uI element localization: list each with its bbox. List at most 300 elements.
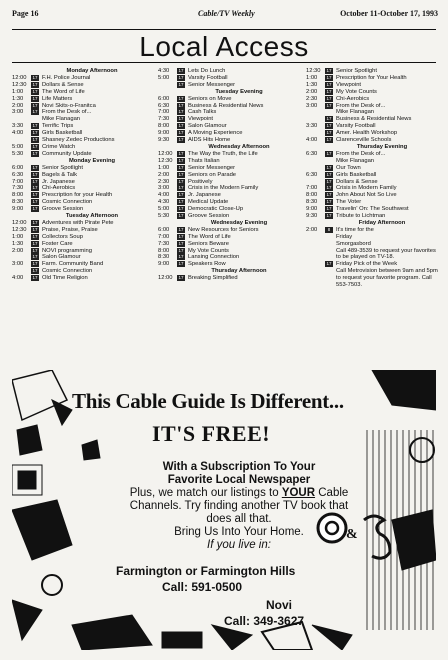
listings — [12, 68, 438, 368]
listing-program: Bagels & Talk — [42, 171, 78, 178]
listing-row — [306, 137, 438, 144]
listing-row — [158, 68, 300, 75]
listing-program: Girls Basketball — [336, 171, 377, 178]
listing-time: 9:30 — [306, 213, 318, 220]
listing-row — [12, 241, 152, 248]
listing-program: Lansing Connection — [188, 254, 240, 261]
listing-program: From the Desk of... — [42, 109, 92, 116]
listing-row — [306, 68, 438, 75]
channel-badge: 17 — [32, 123, 38, 129]
listing-info: Call 489-3539 to request your favorites to be played on TV-18. — [336, 247, 436, 261]
channel-badge: 17 — [32, 164, 38, 170]
listing-program: Crime Watch — [42, 143, 76, 150]
listing-time — [306, 116, 325, 123]
listing-time: 3:00 — [12, 109, 24, 116]
listing-time: 6:30 — [306, 150, 318, 157]
listing-time: 7:00 — [306, 185, 318, 192]
channel-badge: 17 — [32, 95, 38, 101]
listing-time: 6:30 — [12, 171, 24, 178]
listing-program: Democratic Close-Up — [188, 206, 244, 213]
channel-badge: 17 — [178, 226, 184, 232]
channel-badge: 17 — [178, 123, 184, 129]
channel-badge: 17 — [32, 247, 38, 253]
listing-row — [158, 248, 300, 255]
listing-program: Foster Care — [42, 240, 73, 247]
ad-text: Cable — [315, 487, 349, 499]
listing-time: 8:00 — [306, 192, 318, 199]
listing-program: Dollars & Sense — [336, 178, 378, 185]
ad-body-line-6: Bring Us Into Your Home. — [174, 526, 304, 538]
advertisement — [12, 370, 436, 650]
listing-program: The Voter — [336, 199, 362, 206]
listing-program: Adventures with Pirate Pete — [42, 219, 114, 226]
listing-program: Salon Glamour — [42, 254, 81, 261]
channel-badge: 17 — [178, 102, 184, 108]
listing-program: Life Matters — [42, 95, 73, 102]
ad-body-line-5: does all that. — [206, 513, 272, 525]
channel-badge: 17 — [178, 130, 184, 136]
listing-time: 5:00 — [12, 143, 24, 150]
listing-time: 1:30 — [12, 95, 24, 102]
listing-time — [12, 254, 31, 261]
listing-time: 9:00 — [158, 130, 170, 137]
channel-badge: 17 — [326, 81, 332, 87]
listing-time: 12:00 — [158, 150, 173, 157]
listing-time: 8:30 — [12, 199, 24, 206]
channel-badge: 17 — [178, 157, 184, 163]
listing-note: Smorgasbord — [336, 240, 371, 247]
listing-row — [158, 199, 300, 206]
channel-badge: 17 — [32, 240, 38, 246]
section-title-box — [12, 29, 436, 63]
listing-program: Dollars & Sense — [42, 81, 84, 88]
channel-badge: 17 — [178, 213, 184, 219]
listing-time: 5:30 — [12, 150, 24, 157]
channel-badge: 17 — [178, 109, 184, 115]
listing-time: 12:30 — [12, 81, 27, 88]
channel-badge: 17 — [178, 240, 184, 246]
listing-program: Prescription for Your Health — [336, 74, 407, 81]
channel-badge: 17 — [32, 137, 38, 143]
listing-time: 2:00 — [306, 88, 318, 95]
listing-time: 9:00 — [12, 206, 24, 213]
listing-time: 6:00 — [12, 164, 24, 171]
channel-badge: 17 — [32, 268, 38, 274]
ad-headline: This Cable Guide Is Different... — [72, 389, 344, 413]
listing-time: 1:00 — [12, 233, 24, 240]
channel-badge: 17 — [178, 95, 184, 101]
listing-row — [158, 96, 300, 103]
listing-program: It's time for the — [336, 226, 374, 233]
listing-program: Business & Residential News — [336, 116, 412, 123]
listing-time: 6:00 — [158, 95, 170, 102]
listing-program: Cash Talks — [188, 109, 217, 116]
ad-body — [114, 461, 364, 552]
listing-program: Seniors on Parade — [188, 171, 237, 178]
listing-time: 2:00 — [306, 226, 318, 233]
listing-time: 6:00 — [158, 226, 170, 233]
svg-text:&: & — [346, 527, 358, 542]
channel-badge: 17 — [32, 178, 38, 184]
listing-program: Amer. Health Workshop — [336, 130, 398, 137]
listing-row — [158, 130, 300, 137]
channel-badge: 17 — [32, 150, 38, 156]
listing-program: Seniors Beware — [188, 240, 229, 247]
channel-badge: 17 — [32, 206, 38, 212]
listing-row — [306, 192, 438, 199]
listing-program: Cosmic Connection — [42, 268, 93, 275]
listing-row — [12, 268, 152, 275]
ad-body-line-4: Channels. Try finding another TV book that — [129, 500, 349, 512]
listing-program: Speakers Row — [188, 261, 226, 268]
channel-badge: 17 — [326, 185, 332, 191]
listing-row — [158, 179, 300, 186]
listing-program: Viewpoint — [336, 81, 362, 88]
listing-row — [306, 172, 438, 179]
listing-row — [158, 185, 300, 192]
listing-row — [12, 82, 152, 89]
channel-badge: 17 — [178, 116, 184, 122]
listing-time: 7:30 — [158, 116, 170, 123]
listing-time: 1:00 — [158, 164, 170, 171]
channel-badge: 17 — [326, 150, 332, 156]
listing-row — [306, 165, 438, 172]
listing-time: 7:30 — [12, 185, 24, 192]
listing-time: 5:00 — [158, 74, 170, 81]
channel-badge: 17 — [326, 178, 332, 184]
listing-row — [158, 261, 300, 268]
channel-badge: 17 — [326, 206, 332, 212]
listing-program: Senior Spotlight — [42, 164, 83, 171]
listing-row — [12, 220, 152, 227]
listing-row — [12, 103, 152, 110]
listing-program: Senior Messenger — [188, 164, 236, 171]
listing-program: Medical Update — [188, 199, 229, 206]
listing-row — [12, 234, 152, 241]
listing-row — [12, 199, 152, 206]
listing-row — [12, 130, 152, 137]
listing-row — [158, 82, 300, 89]
section-title: Local Access — [139, 31, 309, 62]
channel-badge: 17 — [178, 185, 184, 191]
listing-time: 4:00 — [306, 137, 318, 144]
listing-note: Mike Flanagan — [336, 157, 375, 164]
channel-badge: 17 — [326, 164, 332, 170]
channel-badge: 17 — [32, 185, 38, 191]
ad-body-line-1: With a Subscription To Your — [162, 461, 316, 473]
listing-program: My Vote Counts — [336, 88, 377, 95]
channel-badge: 17 — [32, 143, 38, 149]
listing-time: 2:00 — [158, 171, 170, 178]
listing-program: Positively — [188, 178, 213, 185]
listing-program: Novi Skits-o-Franitca — [42, 102, 96, 109]
listing-time — [306, 261, 325, 268]
channel-badge: 17 — [326, 102, 332, 108]
listing-program: Farm. Community Band — [42, 261, 104, 268]
listing-row — [306, 96, 438, 103]
channel-badge: 17 — [326, 68, 332, 73]
listing-time — [12, 137, 31, 144]
channel-badge: 17 — [178, 137, 184, 143]
listing-time: 3:00 — [12, 261, 24, 268]
listing-row — [158, 165, 300, 172]
listing-time — [306, 165, 325, 172]
channel-badge: 17 — [178, 275, 184, 281]
listing-row — [306, 213, 438, 220]
listing-time: 1:00 — [12, 88, 24, 95]
listing-row — [306, 123, 438, 130]
listing-time: 12:30 — [306, 68, 321, 74]
listing-time: 3:00 — [306, 102, 318, 109]
listing-program: Jr. Japanese — [188, 192, 221, 199]
listing-program: Crisis in the Modern Family — [188, 185, 259, 192]
listing-program: My Vote Counts — [188, 247, 229, 254]
channel-badge: 17 — [178, 68, 184, 73]
listing-program: Varsity Football — [336, 123, 376, 130]
listing-time: 3:30 — [12, 123, 24, 130]
listing-program: Breaking Simplified — [188, 275, 238, 282]
channel-badge: 17 — [178, 192, 184, 198]
listing-row — [12, 192, 152, 199]
channel-badge: 17 — [326, 192, 332, 198]
channel-badge: 17 — [326, 123, 332, 129]
listing-time: 2:30 — [306, 95, 318, 102]
listing-time: 12:00 — [12, 219, 27, 226]
channel-badge: 17 — [32, 171, 38, 177]
channel-badge: 17 — [326, 130, 332, 136]
listing-row — [12, 137, 152, 144]
listing-row — [306, 179, 438, 186]
ad-text: Plus, we match our listings to — [129, 487, 282, 499]
listing-time: 9:00 — [158, 261, 170, 268]
listing-time: 2:00 — [12, 102, 24, 109]
channel-badge: 17 — [178, 164, 184, 170]
channel-badge: 17 — [326, 116, 332, 122]
listing-program: Clarenceville Schools — [336, 137, 392, 144]
listing-program: Our Town — [336, 164, 361, 171]
listing-program: Cosmic Connection — [42, 199, 93, 206]
listing-time: 1:30 — [306, 81, 318, 88]
listing-program: From the Desk of... — [336, 150, 386, 157]
day-heading: Friday Afternoon — [358, 219, 406, 226]
channel-badge: 17 — [178, 199, 184, 205]
listing-program: Groove Session — [188, 213, 230, 220]
day-heading: Tuesday Afternoon — [65, 213, 119, 220]
listing-program: From the Desk of... — [336, 102, 386, 109]
listing-row — [12, 206, 152, 213]
listing-row — [12, 185, 152, 192]
listing-program: Varsity Football — [188, 74, 228, 81]
listing-program: Prescription for your Health — [42, 192, 113, 199]
listing-program: F.H. Police Journal — [42, 74, 91, 81]
listing-row — [306, 227, 438, 234]
channel-badge: 17 — [178, 150, 184, 156]
listing-time: 3:30 — [306, 123, 318, 130]
listing-time: 8:00 — [158, 247, 170, 254]
listing-row — [158, 75, 300, 82]
listing-column-3 — [306, 68, 438, 289]
listing-row — [158, 103, 300, 110]
listing-time: 6:30 — [306, 171, 318, 178]
day-heading: Thursday Afternoon — [211, 268, 267, 275]
listing-time: 8:30 — [306, 199, 318, 206]
listing-row — [12, 144, 152, 151]
channel-badge: 8 — [325, 227, 333, 233]
channel-badge: 17 — [178, 254, 184, 260]
listing-row — [12, 165, 152, 172]
listing-row — [12, 75, 152, 82]
listing-row — [12, 179, 152, 186]
listing-program: NOVI programming — [42, 247, 92, 254]
listing-row — [158, 109, 300, 116]
listing-row — [306, 199, 438, 206]
listing-time — [12, 268, 31, 275]
listing-program: Thats Italian — [188, 157, 220, 164]
channel-badge: 17 — [32, 102, 38, 108]
channel-badge: 17 — [32, 109, 38, 115]
listing-program: Groove Session — [42, 206, 84, 213]
listing-program: Shasney Zedec Productions — [42, 137, 115, 144]
channel-badge: 17 — [178, 81, 184, 87]
listing-row — [158, 213, 300, 220]
listing-row — [158, 206, 300, 213]
channel-badge: 17 — [178, 247, 184, 253]
listing-program: Terrific Trips — [42, 123, 74, 130]
listing-time: 2:00 — [12, 247, 24, 254]
listing-time: 4:00 — [12, 275, 24, 282]
channel-badge: 17 — [178, 261, 184, 267]
listing-row — [158, 234, 300, 241]
listing-time: 8:00 — [12, 192, 24, 199]
listing-row — [306, 206, 438, 213]
listing-column-1 — [12, 68, 152, 282]
listing-program: Crisis in Modern Family — [336, 185, 397, 192]
listing-row — [306, 103, 438, 110]
listing-time — [306, 130, 325, 137]
listing-program: A Moving Experience — [188, 130, 243, 137]
channel-badge: 17 — [326, 137, 332, 143]
listing-time: 12:00 — [12, 74, 27, 81]
channel-badge: 17 — [178, 178, 184, 184]
day-heading: Tuesday Evening — [215, 88, 263, 95]
listing-row — [12, 248, 152, 255]
listing-row — [12, 151, 152, 158]
ad-phone-2: Call: 349-3627 — [224, 614, 305, 628]
ad-body-line-3 — [114, 487, 364, 500]
listing-row — [306, 130, 438, 137]
channel-badge: 17 — [32, 233, 38, 239]
listing-row — [158, 172, 300, 179]
channel-badge: 17 — [326, 74, 332, 80]
listing-row — [306, 185, 438, 192]
listing-program: Tribute to Lichtman — [336, 213, 386, 220]
listing-time — [306, 179, 325, 186]
listing-program: Viewpoint — [188, 116, 214, 123]
channel-badge: 17 — [32, 219, 38, 225]
listing-time: 7:00 — [158, 109, 170, 116]
listing-program: Old Time Religion — [42, 275, 88, 282]
listing-program: Jr. Japanese — [42, 178, 75, 185]
listing-row — [158, 123, 300, 130]
listing-program: Girls Basketball — [42, 130, 83, 137]
listing-row — [306, 82, 438, 89]
listing-row — [12, 254, 152, 261]
listing-note: Mike Flanagan — [336, 109, 375, 116]
channel-badge: 17 — [326, 261, 332, 267]
listing-time: 4:30 — [158, 199, 170, 206]
listing-time: 8:30 — [158, 254, 170, 261]
listing-info: Call Metrovision between 9am and 5pm to request your favorite program. Call 553-7503. — [336, 268, 438, 289]
listing-time: 9:00 — [306, 206, 318, 213]
channel-badge: 17 — [32, 254, 38, 260]
listing-time: 5:30 — [158, 213, 170, 220]
listing-time: 1:00 — [306, 74, 318, 81]
ad-location-2: Novi — [266, 598, 293, 612]
listing-program: The Way the Truth, the Life — [188, 150, 258, 157]
listing-row — [158, 275, 300, 282]
listing-time: 9:30 — [158, 137, 170, 144]
channel-badge: 17 — [32, 130, 38, 136]
listing-program: Collectors Soup — [42, 233, 83, 240]
listing-time: 12:00 — [158, 275, 173, 282]
listing-program: Friday Pick of the Week — [336, 261, 398, 268]
page-number: Page 16 — [12, 9, 39, 18]
listing-note: Friday — [336, 233, 353, 240]
listing-row — [12, 123, 152, 130]
channel-badge: 17 — [32, 192, 38, 198]
listing-row — [306, 116, 438, 123]
listing-time: 1:30 — [12, 240, 24, 247]
channel-badge: 17 — [32, 226, 38, 232]
day-heading: Wednesday Evening — [210, 219, 268, 226]
page-header — [0, 6, 448, 20]
channel-badge: 17 — [326, 95, 332, 101]
listing-column-2 — [158, 68, 300, 282]
channel-badge: 17 — [32, 199, 38, 205]
listing-time: 5:00 — [158, 206, 170, 213]
listing-row — [306, 89, 438, 96]
listing-time: 2:30 — [158, 178, 170, 185]
channel-badge: 17 — [326, 213, 332, 219]
channel-badge: 17 — [326, 171, 332, 177]
day-heading: Wednesday Afternoon — [208, 143, 270, 150]
channel-badge: 17 — [178, 233, 184, 239]
listing-program: Chi-Aerobics — [336, 95, 370, 102]
listing-program: Senior Messenger — [188, 81, 236, 88]
day-heading: Thursday Evening — [356, 143, 408, 150]
channel-badge: 17 — [326, 199, 332, 205]
listing-time — [158, 82, 177, 89]
listing-row — [12, 89, 152, 96]
listing-row — [12, 275, 152, 282]
day-heading: Monday Afternoon — [66, 68, 118, 74]
channel-badge: 17 — [32, 81, 38, 87]
listing-program: Business & Residential News — [188, 102, 264, 109]
listing-time: 4:00 — [12, 130, 24, 137]
ad-subheadline: IT'S FREE! — [152, 421, 271, 446]
channel-badge: 17 — [32, 88, 38, 94]
listing-row — [158, 151, 300, 158]
listing-note: Mike Flanagan — [42, 116, 81, 123]
listing-time: 12:30 — [158, 157, 173, 164]
ad-body-line-2: Favorite Local Newspaper — [167, 474, 311, 486]
listing-time: 4:00 — [158, 192, 170, 199]
channel-badge: 17 — [178, 171, 184, 177]
listing-row — [306, 75, 438, 82]
listing-program: Community Update — [42, 150, 92, 157]
ad-location-1: Farmington or Farmington Hills — [116, 564, 296, 578]
listing-program: AIDS Hits Home — [188, 137, 231, 144]
